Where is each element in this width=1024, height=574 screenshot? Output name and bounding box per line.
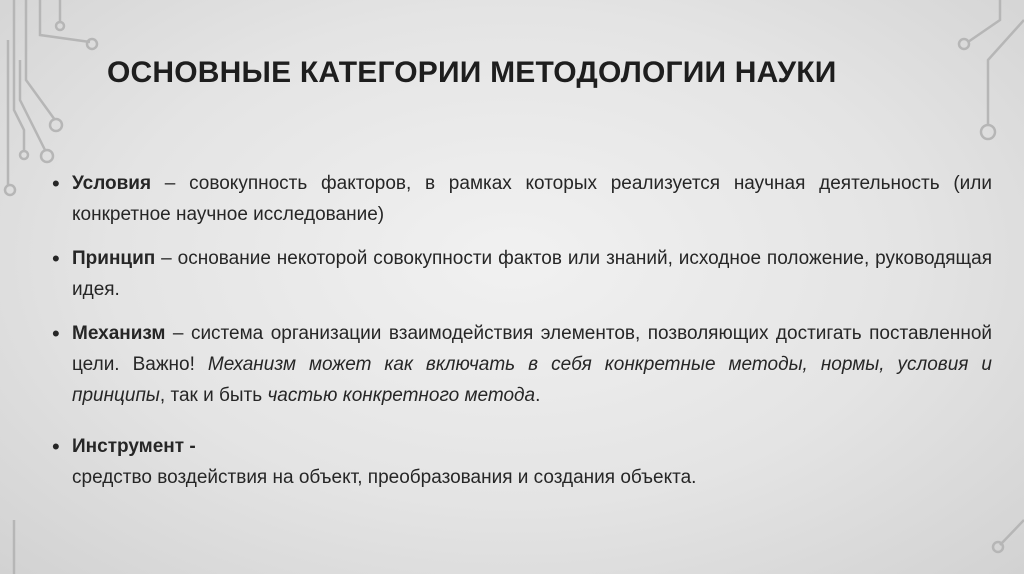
- definition-mechanism-part-a: – система организации взаимодействия элементов, позволяющих достигать поставленной цели. Важно!: [72, 323, 992, 375]
- definition-mechanism-part-c: .: [535, 385, 541, 406]
- circuit-line: [1000, 520, 1024, 545]
- definition-mechanism-part-b: , так и быть: [159, 385, 268, 406]
- circuit-node: [20, 151, 28, 159]
- definition-instrument: средство воздействия на объект, преобразования и создания объекта.: [72, 467, 697, 488]
- circuit-node: [959, 39, 969, 49]
- circuit-node: [981, 125, 995, 139]
- list-item-principle: [52, 243, 992, 305]
- circuit-node: [56, 22, 64, 30]
- definition-conditions: – совокупность факторов, в рамках которых реализуется научная деятельность (или конкретное научное исследование): [72, 173, 992, 225]
- definition-mechanism-italic-a: Механизм может как включать в себя конкретные методы, нормы, условия и принципы: [72, 354, 992, 406]
- term-principle: Принцип: [72, 248, 156, 269]
- circuit-line: [968, 0, 1000, 42]
- list-item-mechanism: [52, 318, 992, 411]
- circuit-node: [993, 542, 1003, 552]
- circuit-node: [41, 150, 53, 162]
- circuit-line: [988, 20, 1024, 125]
- term-conditions: Условия: [72, 173, 152, 194]
- circuit-node: [50, 119, 62, 131]
- term-mechanism: Механизм: [72, 323, 166, 344]
- list-item-instrument: [52, 431, 992, 493]
- circuit-node: [5, 185, 15, 195]
- definition-principle: – основание некоторой совокупности фактов или знаний, исходное положение, руководящая идея.: [72, 248, 992, 300]
- list-item-conditions: [52, 168, 992, 230]
- category-list: [52, 168, 992, 493]
- circuit-node: [87, 39, 97, 49]
- term-instrument: • Инструмент -: [72, 436, 196, 457]
- slide-title: ОСНОВНЫЕ КАТЕГОРИИ МЕТОДОЛОГИИ НАУКИ: [107, 56, 837, 89]
- circuit-line: [40, 0, 90, 42]
- definition-mechanism-italic-b: частью конкретного метода: [267, 385, 536, 406]
